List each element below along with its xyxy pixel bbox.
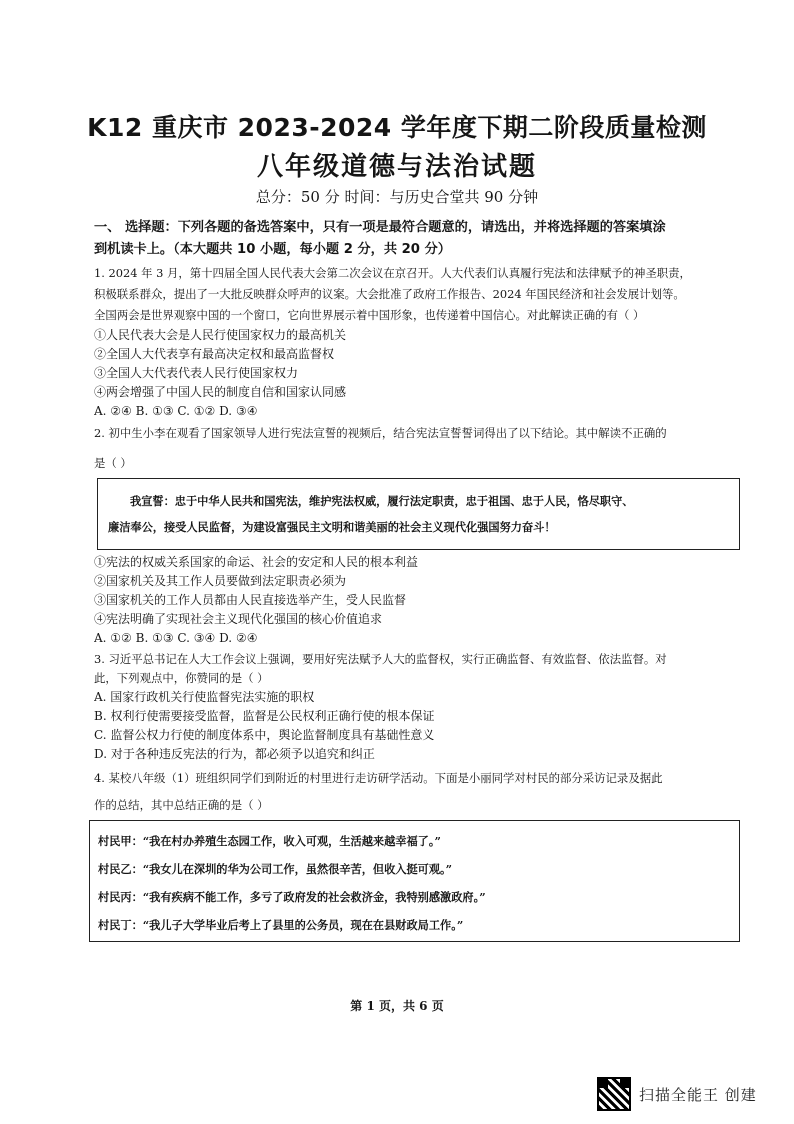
answer-option: D. 对于各种违反宪法的行为，都必须予以追究和纠正: [94, 747, 375, 761]
scanner-watermark: [597, 1074, 757, 1114]
interview-line: 村民丙：“我有疾病不能工作，多亏了政府发的社会救济金，我特别感激政府。”: [98, 890, 486, 904]
statement: ④宪法明确了实现社会主义现代化强国的核心价值追求: [94, 612, 383, 626]
section-heading: 一、 选择题：下列各题的备选答案中，只有一项是最符合题意的，请选出，并将选择题的答案填涂: [94, 220, 666, 235]
statement: ④两会增强了中国人民的制度自信和国家认同感: [94, 385, 347, 399]
oath-text: 廉洁奉公，接受人民监督，为建设富强民主文明和谐美丽的社会主义现代化强国努力奋斗！: [108, 520, 556, 534]
statement: ③全国人大代表代表人民行使国家权力: [94, 366, 299, 380]
watermark-text: 扫描全能王 创建: [639, 1085, 757, 1104]
section-heading: 到机读卡上。（本大题共 10 小题，每小题 2 分，共 20 分）: [94, 242, 451, 257]
question-stem: 此，下列观点中，你赞同的是（ ）: [94, 671, 269, 685]
interview-line: 村民甲：“我在村办养殖生态园工作，收入可观，生活越来越幸福了。”: [98, 834, 441, 848]
page-number: 第 1 页，共 6 页: [350, 999, 444, 1013]
question-stem: 2. 初中生小李在观看了国家领导人进行宪法宣誓的视频后，结合宪法宣誓誓词得出了以下结论。其中解读不正确的: [94, 426, 667, 440]
question-stem: 4. 某校八年级（1）班组织同学们到附近的村里进行走访研学活动。下面是小丽同学对村民的部分采访记录及据此: [94, 771, 663, 785]
statement: ①宪法的权威关系国家的命运、社会的安定和人民的根本利益: [94, 555, 419, 569]
statement: ②国家机关及其工作人员要做到法定职责必须为: [94, 574, 347, 588]
question-stem: 积极联系群众，提出了一大批反映群众呼声的议案。大会批准了政府工作报告、2024 年国民经济和社会发展计划等。: [94, 287, 685, 301]
answer-options: A. ①② B. ①③ C. ③④ D. ②④: [94, 631, 258, 645]
interview-line: 村民丁：“我儿子大学毕业后考上了县里的公务员，现在在县财政局工作。”: [98, 918, 464, 932]
exam-title: K12 重庆市 2023-2024 学年度下期二阶段质量检测: [87, 113, 707, 142]
question-stem: 3. 习近平总书记在人大工作会议上强调，要用好宪法赋予人大的监督权，实行正确监督、有效监督、依法监督。对: [94, 652, 667, 666]
question-stem: 作的总结，其中总结正确的是（ ）: [94, 798, 269, 812]
exam-meta: 总分：50 分 时间：与历史合堂共 90 分钟: [255, 188, 539, 206]
oath-text: 我宣誓：忠于中华人民共和国宪法，维护宪法权威，履行法定职责，忠于祖国、忠于人民，恪尽职守、: [130, 494, 634, 508]
statement: ③国家机关的工作人员都由人民直接选举产生，受人民监督: [94, 593, 407, 607]
exam-subject-title: 八年级道德与法治试题: [256, 152, 537, 182]
question-stem: 是（ ）: [94, 456, 132, 470]
statement: ②全国人大代表享有最高决定权和最高监督权: [94, 347, 335, 361]
statement: ①人民代表大会是人民行使国家权力的最高机关: [94, 328, 347, 342]
answer-options: A. ②④ B. ①③ C. ①② D. ③④: [94, 404, 258, 418]
question-stem: 全国两会是世界观察中国的一个窗口，它向世界展示着中国形象，也传递着中国信心。对此解读正确的有（ ）: [94, 308, 645, 322]
interview-line: 村民乙：“我女儿在深圳的华为公司工作，虽然很辛苦，但收入挺可观。”: [98, 862, 453, 876]
interview-box: [89, 820, 740, 942]
answer-option: B. 权利行使需要接受监督，监督是公民权利正确行使的根本保证: [94, 709, 435, 723]
oath-box: [97, 478, 740, 550]
answer-option: A. 国家行政机关行使监督宪法实施的职权: [94, 690, 315, 704]
question-stem: 1. 2024 年 3 月，第十四届全国人民代表大会第二次会议在京召开。人大代表们认真履行宪法和法律赋予的神圣职责，: [94, 266, 691, 280]
answer-option: C. 监督公权力行使的制度体系中，舆论监督制度具有基础性意义: [94, 728, 435, 742]
qr-code-icon: [597, 1077, 631, 1111]
